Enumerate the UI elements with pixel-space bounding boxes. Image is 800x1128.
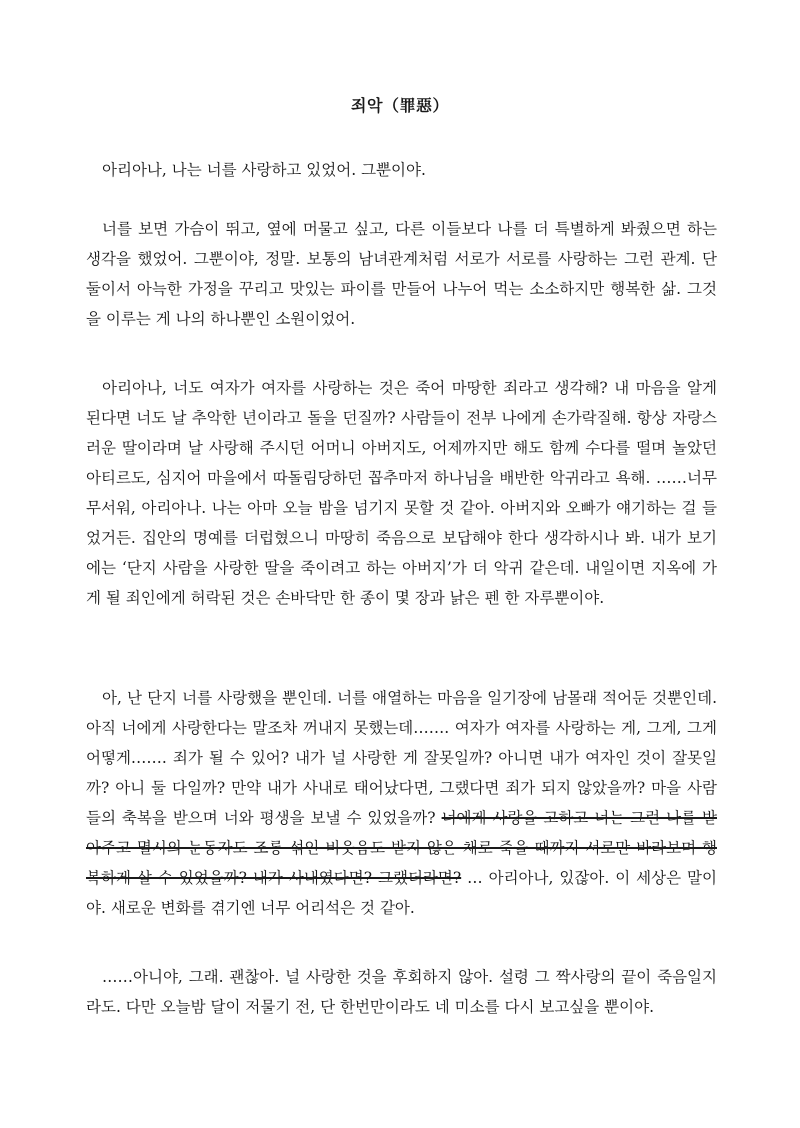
paragraph-4-text-after: … 아리아나, 있잖아. 이 세상은 말이야. 새로운 변화를 겪기엔 너무 어리석은 것 같아.: [86, 869, 717, 917]
paragraph-4: [86, 683, 717, 923]
paragraph-2-text: 너를 보면 가슴이 뛰고, 옆에 머물고 싶고, 다른 이들보다 나를 더 특별하게 봐줬으면 하는 생각을 했었어. 그뿐이야, 정말. 보통의 남녀관계처럼 서로가 서로를 사랑하는 그런 관계. 단 둘이서 아늑한 가정을 꾸리고 맛있는 파이를 만들어 나누어 먹는 소소하지만 행복한 삶. 그것을 이루는 게 나의 하나뿐인 소원이었어.: [86, 220, 717, 328]
paragraph-5: [86, 962, 717, 1022]
paragraph-5-text: ……아니야, 그래. 괜찮아. 널 사랑한 것을 후회하지 않아. 설령 그 짝사랑의 끝이 죽음일지라도. 다만 오늘밤 달이 저물기 전, 단 한번만이라도 네 미소를 다시 보고싶을 뿐이야.: [86, 968, 717, 1016]
page-title: 죄악（罪惡）: [351, 96, 449, 115]
paragraph-1: [86, 155, 717, 185]
struck-through-text: 너에게 사랑을 고하고 너는 그런 나를 받아주고 멸시의 눈동자도 조롱 섞인 비웃음도 받지 않은 채로 죽을 때까지 서로만 바라보며 행복하게 살 수 있었을까? 내가 사내였다면? 그랬더라면?: [86, 809, 717, 887]
paragraph-3-text: 아리아나, 너도 여자가 여자를 사랑하는 것은 죽어 마땅한 죄라고 생각해? 내 마음을 알게 된다면 너도 날 추악한 년이라고 돌을 던질까? 사람들이 전부 나에게 손가락질해. 항상 자랑스러운 딸이라며 날 사랑해 주시던 어머니 아버지도, 어제까지만 해도 함께 수다를 떨며 놀았던 아티르도, 심지어 마을에서 따돌림당하던 꼽추마저 하나님을 배반한 악귀라고 욕해. ……너무 무서워, 아리아나. 나는 아마 오늘 밤을 넘기지 못할 것 같아. 아버지와 오빠가 얘기하는 걸 들었거든. 집안의 명예를 더럽혔으니 마땅히 죽음으로 보답해야 한다 생각하시나 봐. 내가 보기에는 ‘단지 사람을 사랑한 딸을 죽이려고 하는 아버지’가 더 악귀 같은데. 내일이면 지옥에 가게 될 죄인에게 허락된 것은 손바닥만 한 종이 몇 장과 낡은 펜 한 자루뿐이야.: [86, 379, 717, 607]
paragraph-3: [86, 373, 717, 613]
paragraph-2: [86, 214, 717, 334]
paragraph-1-text: 아리아나, 나는 너를 사랑하고 있었어. 그뿐이야.: [102, 161, 426, 179]
paragraph-4-text-before: 아, 난 단지 너를 사랑했을 뿐인데. 너를 애열하는 마음을 일기장에 남몰래 적어둔 것뿐인데. 아직 너에게 사랑한다는 말조차 꺼내지 못했는데……. 여자가 여자를 사랑하는 게, 그게, 그게 어떻게……. 죄가 될 수 있어? 내가 널 사랑한 게 잘못일까? 아니면 내가 여자인 것이 잘못일까? 아니 둘 다일까? 만약 내가 사내로 태어났다면, 그랬다면 죄가 되지 않았을까? 마을 사람들의 축복을 받으며 너와 평생을 보낼 수 있었을까?: [86, 689, 717, 827]
